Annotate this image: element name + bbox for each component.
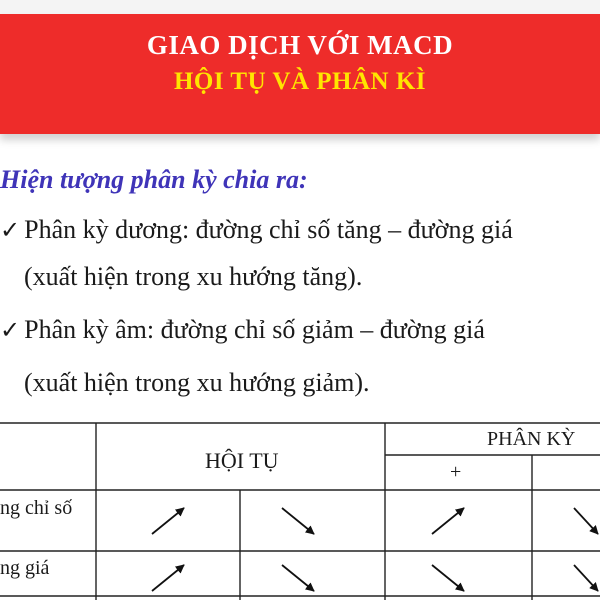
bullet-text: Phân kỳ dương: đường chỉ số tăng – đường giá: [24, 215, 513, 244]
down-right-arrow-icon: [282, 565, 314, 591]
section-heading: Hiện tượng phân kỳ chia ra:: [0, 165, 308, 194]
slide-subtitle: HỘI TỤ VÀ PHÂN KÌ: [173, 68, 427, 95]
down-right-arrow-icon: [574, 565, 598, 591]
row-label-indicator: ng chỉ số: [0, 497, 73, 519]
down-right-arrow-icon: [432, 565, 464, 591]
header-plus: +: [450, 461, 462, 483]
bullet-text: Phân kỳ âm: đường chỉ số giảm – đường giá: [24, 315, 485, 344]
check-mark-icon: ✓: [0, 316, 21, 344]
bullet-negative-note: (xuất hiện trong xu hướng giảm).: [24, 368, 370, 397]
up-right-arrow-icon: [152, 565, 184, 591]
up-right-arrow-icon: [432, 508, 464, 534]
header-phan-ky: PHÂN KỲ: [487, 428, 576, 450]
slide-title: GIAO DỊCH VỚI MACD: [146, 30, 454, 60]
check-mark-icon: ✓: [0, 216, 21, 244]
bullet-positive-note: (xuất hiện trong xu hướng tăng).: [24, 262, 363, 291]
up-right-arrow-icon: [152, 508, 184, 534]
row-label-price: ng giá: [0, 557, 50, 579]
header-hoi-tu: HỘI TỤ: [205, 448, 279, 473]
down-right-arrow-icon: [282, 508, 314, 534]
down-right-arrow-icon: [574, 508, 598, 534]
